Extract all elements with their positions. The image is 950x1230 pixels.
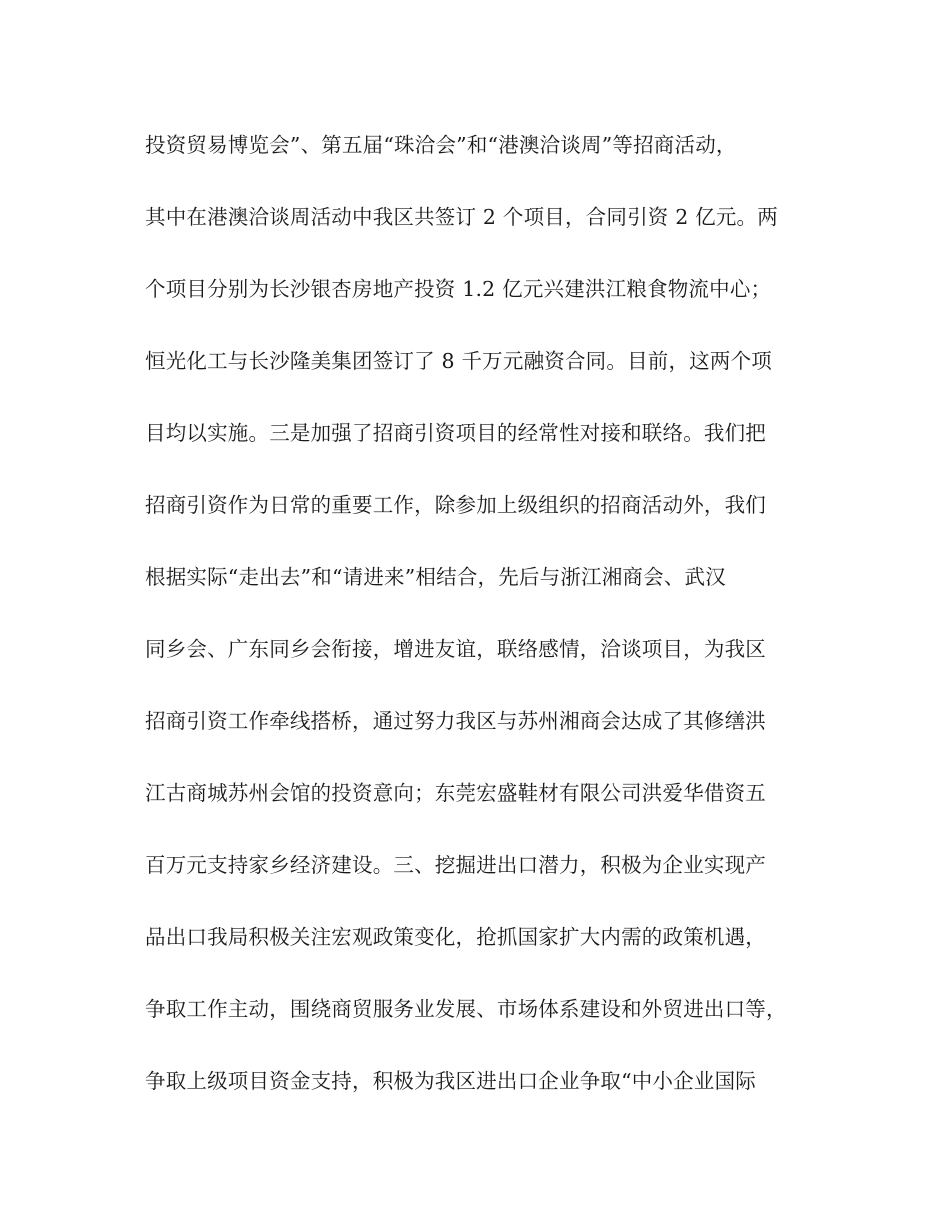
text-line: 招商引资作为日常的重要工作，除参加上级组织的招商活动外，我们	[145, 493, 766, 517]
text-line: 招商引资工作牵线搭桥，通过努力我区与苏州湘商会达成了其修缮洪	[145, 709, 766, 733]
text-line: 投资贸易博览会”、第五届“珠洽会”和“港澳洽谈周”等招商活动，	[145, 133, 737, 157]
text-line: 品出口我局积极关注宏观政策变化，抢抓国家扩大内需的政策机遇，	[145, 925, 766, 949]
text-line: 目均以实施。三是加强了招商引资项目的经常性对接和联络。我们把	[145, 421, 766, 445]
text-line: 根据实际“走出去”和“请进来”相结合，先后与浙江湘商会、武汉	[145, 565, 726, 589]
text-line: 百万元支持家乡经济建设。三、挖掘进出口潜力，积极为企业实现产	[145, 853, 766, 877]
text-line: 争取上级项目资金支持，积极为我区进出口企业争取“中小企业国际	[145, 1069, 756, 1093]
text-line: 个项目分别为长沙银杏房地产投资 1.2 亿元兴建洪江粮食物流中心；	[145, 277, 772, 301]
text-line: 其中在港澳洽谈周活动中我区共签订 2 个项目，合同引资 2 亿元。两	[145, 205, 778, 229]
text-line: 江古商城苏州会馆的投资意向；东莞宏盛鞋材有限公司洪爱华借资五	[145, 781, 766, 805]
body-text	[145, 123, 805, 1131]
text-line: 恒光化工与长沙隆美集团签订了 8 千万元融资合同。目前，这两个项	[145, 349, 772, 373]
text-line: 争取工作主动，围绕商贸服务业发展、市场体系建设和外贸进出口等，	[145, 997, 787, 1021]
text-line: 同乡会、广东同乡会衔接，增进友谊，联络感情，洽谈项目，为我区	[145, 637, 766, 661]
